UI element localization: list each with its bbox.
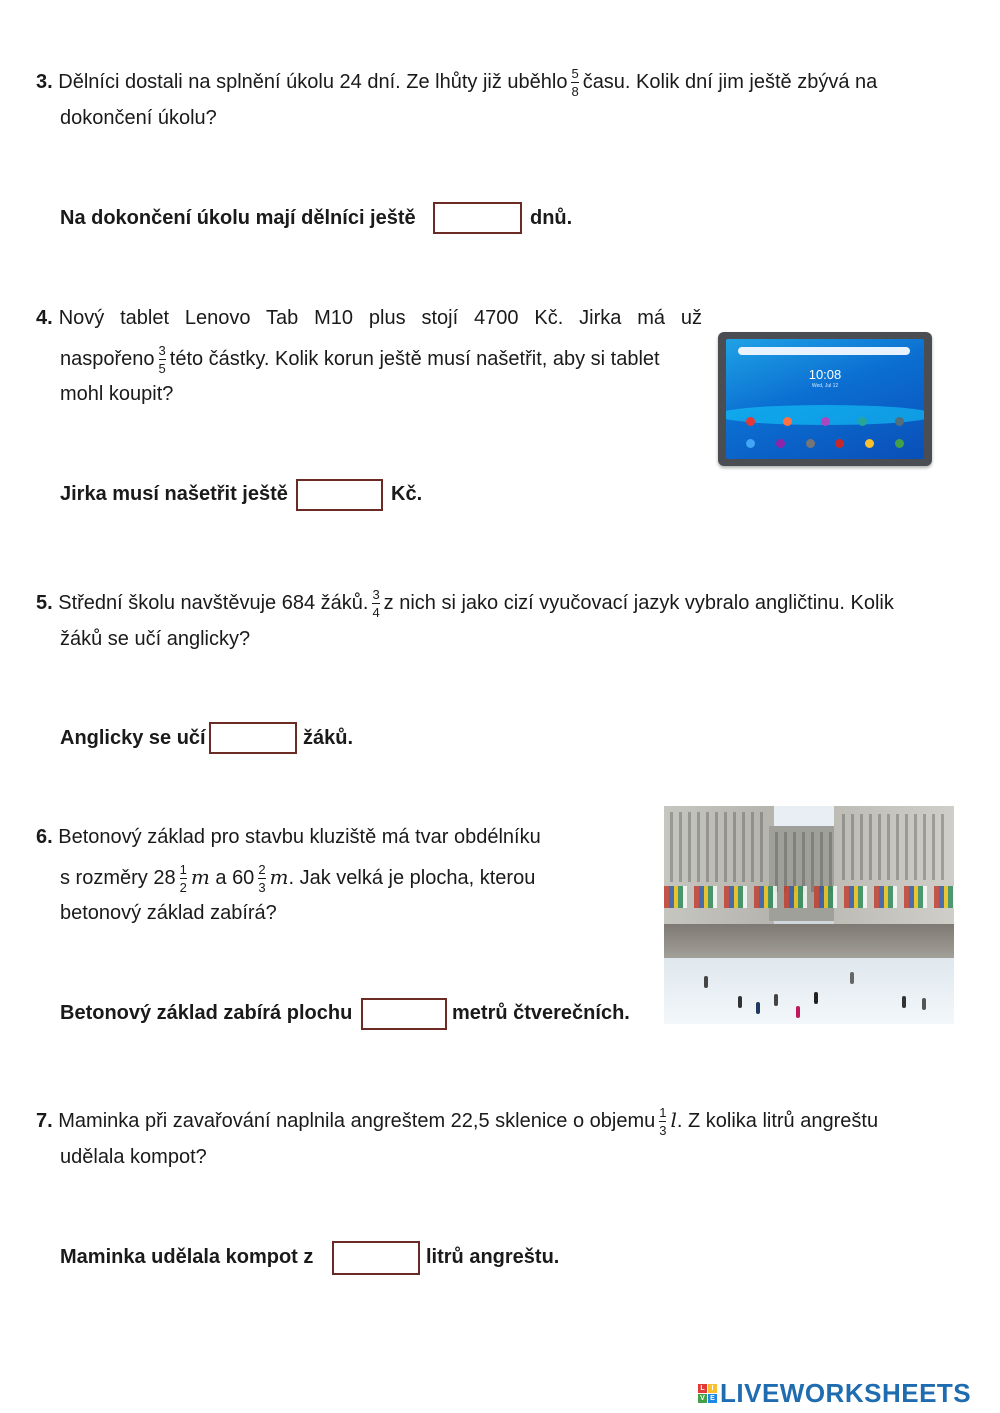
q4-fraction: $\frac{3}{5}$ [158,343,166,376]
app-icon [858,417,867,426]
q6-answer-prefix: Betonový základ zabírá plochu [60,1002,353,1024]
logo-mark-icon: L I V E [698,1384,717,1403]
q5-answer-box[interactable] [209,722,297,754]
q3-answer-box[interactable] [433,202,522,234]
search-bar-icon [738,347,910,355]
q6-width-fraction: $\frac{1}{2}$ [179,862,187,895]
q3-number: 3. [36,70,53,93]
q7-answer-prefix: Maminka udělala kompot z [60,1246,314,1268]
q5-line-2: žáků se učí anglicky? [60,628,251,650]
q6-answer-box[interactable] [361,998,447,1030]
q7-answer-suffix: litrů angreštu. [426,1246,560,1268]
liveworksheets-logo [698,1378,971,1408]
app-row-2 [746,439,904,448]
app-row-1 [746,417,904,426]
q7-fraction: $\frac{1}{3}$ [659,1105,667,1138]
q3-answer-suffix: dnů. [530,207,573,229]
q4-number: 4. [36,307,53,329]
q6-line-2: s rozměry 28 $\frac{1}{2}$ m a 60 $\frac{2}{3}$ m. Jak velká je plocha, kterou [60,862,536,895]
tablet-date: Wed, Jul 12 [811,383,839,389]
q4-line-1 [36,305,702,331]
logo-text: LIVEWORKSHEETS [720,1377,972,1408]
tablet-image [718,332,932,466]
chrome-icon [865,439,874,448]
app-icon [776,439,785,448]
q3-line-1 [36,66,974,99]
ice-rink-photo [664,806,954,1024]
app-icon [895,417,904,426]
q6-number: 6. [36,826,53,848]
q4-answer-prefix: Jirka musí našetřit ještě [60,483,288,505]
q7-answer-box[interactable] [332,1241,420,1275]
q7-line-1: 7. Maminka při zavařování naplnila angreštem 22,5 sklenice o objemu $\frac{1}{3}$ l. Z kolika litrů angreštu [36,1105,879,1138]
q6-line-3: betonový základ zabírá? [60,902,277,924]
q4-line-2: naspořeno $\frac{3}{5}$ této částky. Kolik korun ještě musí našetřit, aby si tablet [60,343,660,376]
app-icon [783,417,792,426]
q3-text-1a: Dělníci dostali na splnění úkolu 24 dní. Ze lhůty již uběhlo [58,70,568,93]
q6-line-1: 6. Betonový základ pro stavbu kluziště má tvar obdélníku [36,826,541,848]
q4-text-1: Nový tablet Lenovo Tab M10 plus stojí 4700 Kč. Jirka má už [58,307,702,329]
tablet-screen [726,339,924,459]
tablet-clock: 10:08 [808,367,842,382]
q5-number: 5. [36,591,53,614]
q5-fraction: $\frac{3}{4}$ [372,587,380,620]
q5-answer-suffix: žáků. [303,727,354,749]
q3-line-2: dokončení úkolu? [60,107,217,129]
app-icon [746,439,755,448]
q7-number: 7. [36,1109,53,1132]
app-icon [746,417,755,426]
q6-height-fraction: $\frac{2}{3}$ [258,862,266,895]
q4-line-3: mohl koupit? [60,383,174,405]
q3-fraction: $\frac{5}{8}$ [571,66,579,99]
q3-text-1b: času. Kolik dní jim ještě zbývá na [582,70,878,93]
q7-line-2: udělala kompot? [60,1146,207,1168]
q4-answer-box[interactable] [296,479,383,511]
q6-answer-suffix: metrů čtverečních. [452,1002,630,1024]
app-icon [835,439,844,448]
app-icon [821,417,830,426]
app-icon [806,439,815,448]
play-store-icon [895,439,904,448]
q3-answer-prefix: Na dokončení úkolu mají dělníci ještě [60,207,416,229]
q4-answer-suffix: Kč. [391,483,423,505]
q5-answer-prefix: Anglicky se učí [60,727,206,749]
q5-line-1: 5. Střední školu navštěvuje 684 žáků. $\frac{3}{4}$ z nich si jako cizí vyučovací jazyk vybralo angličtinu. Kolik [36,587,894,620]
